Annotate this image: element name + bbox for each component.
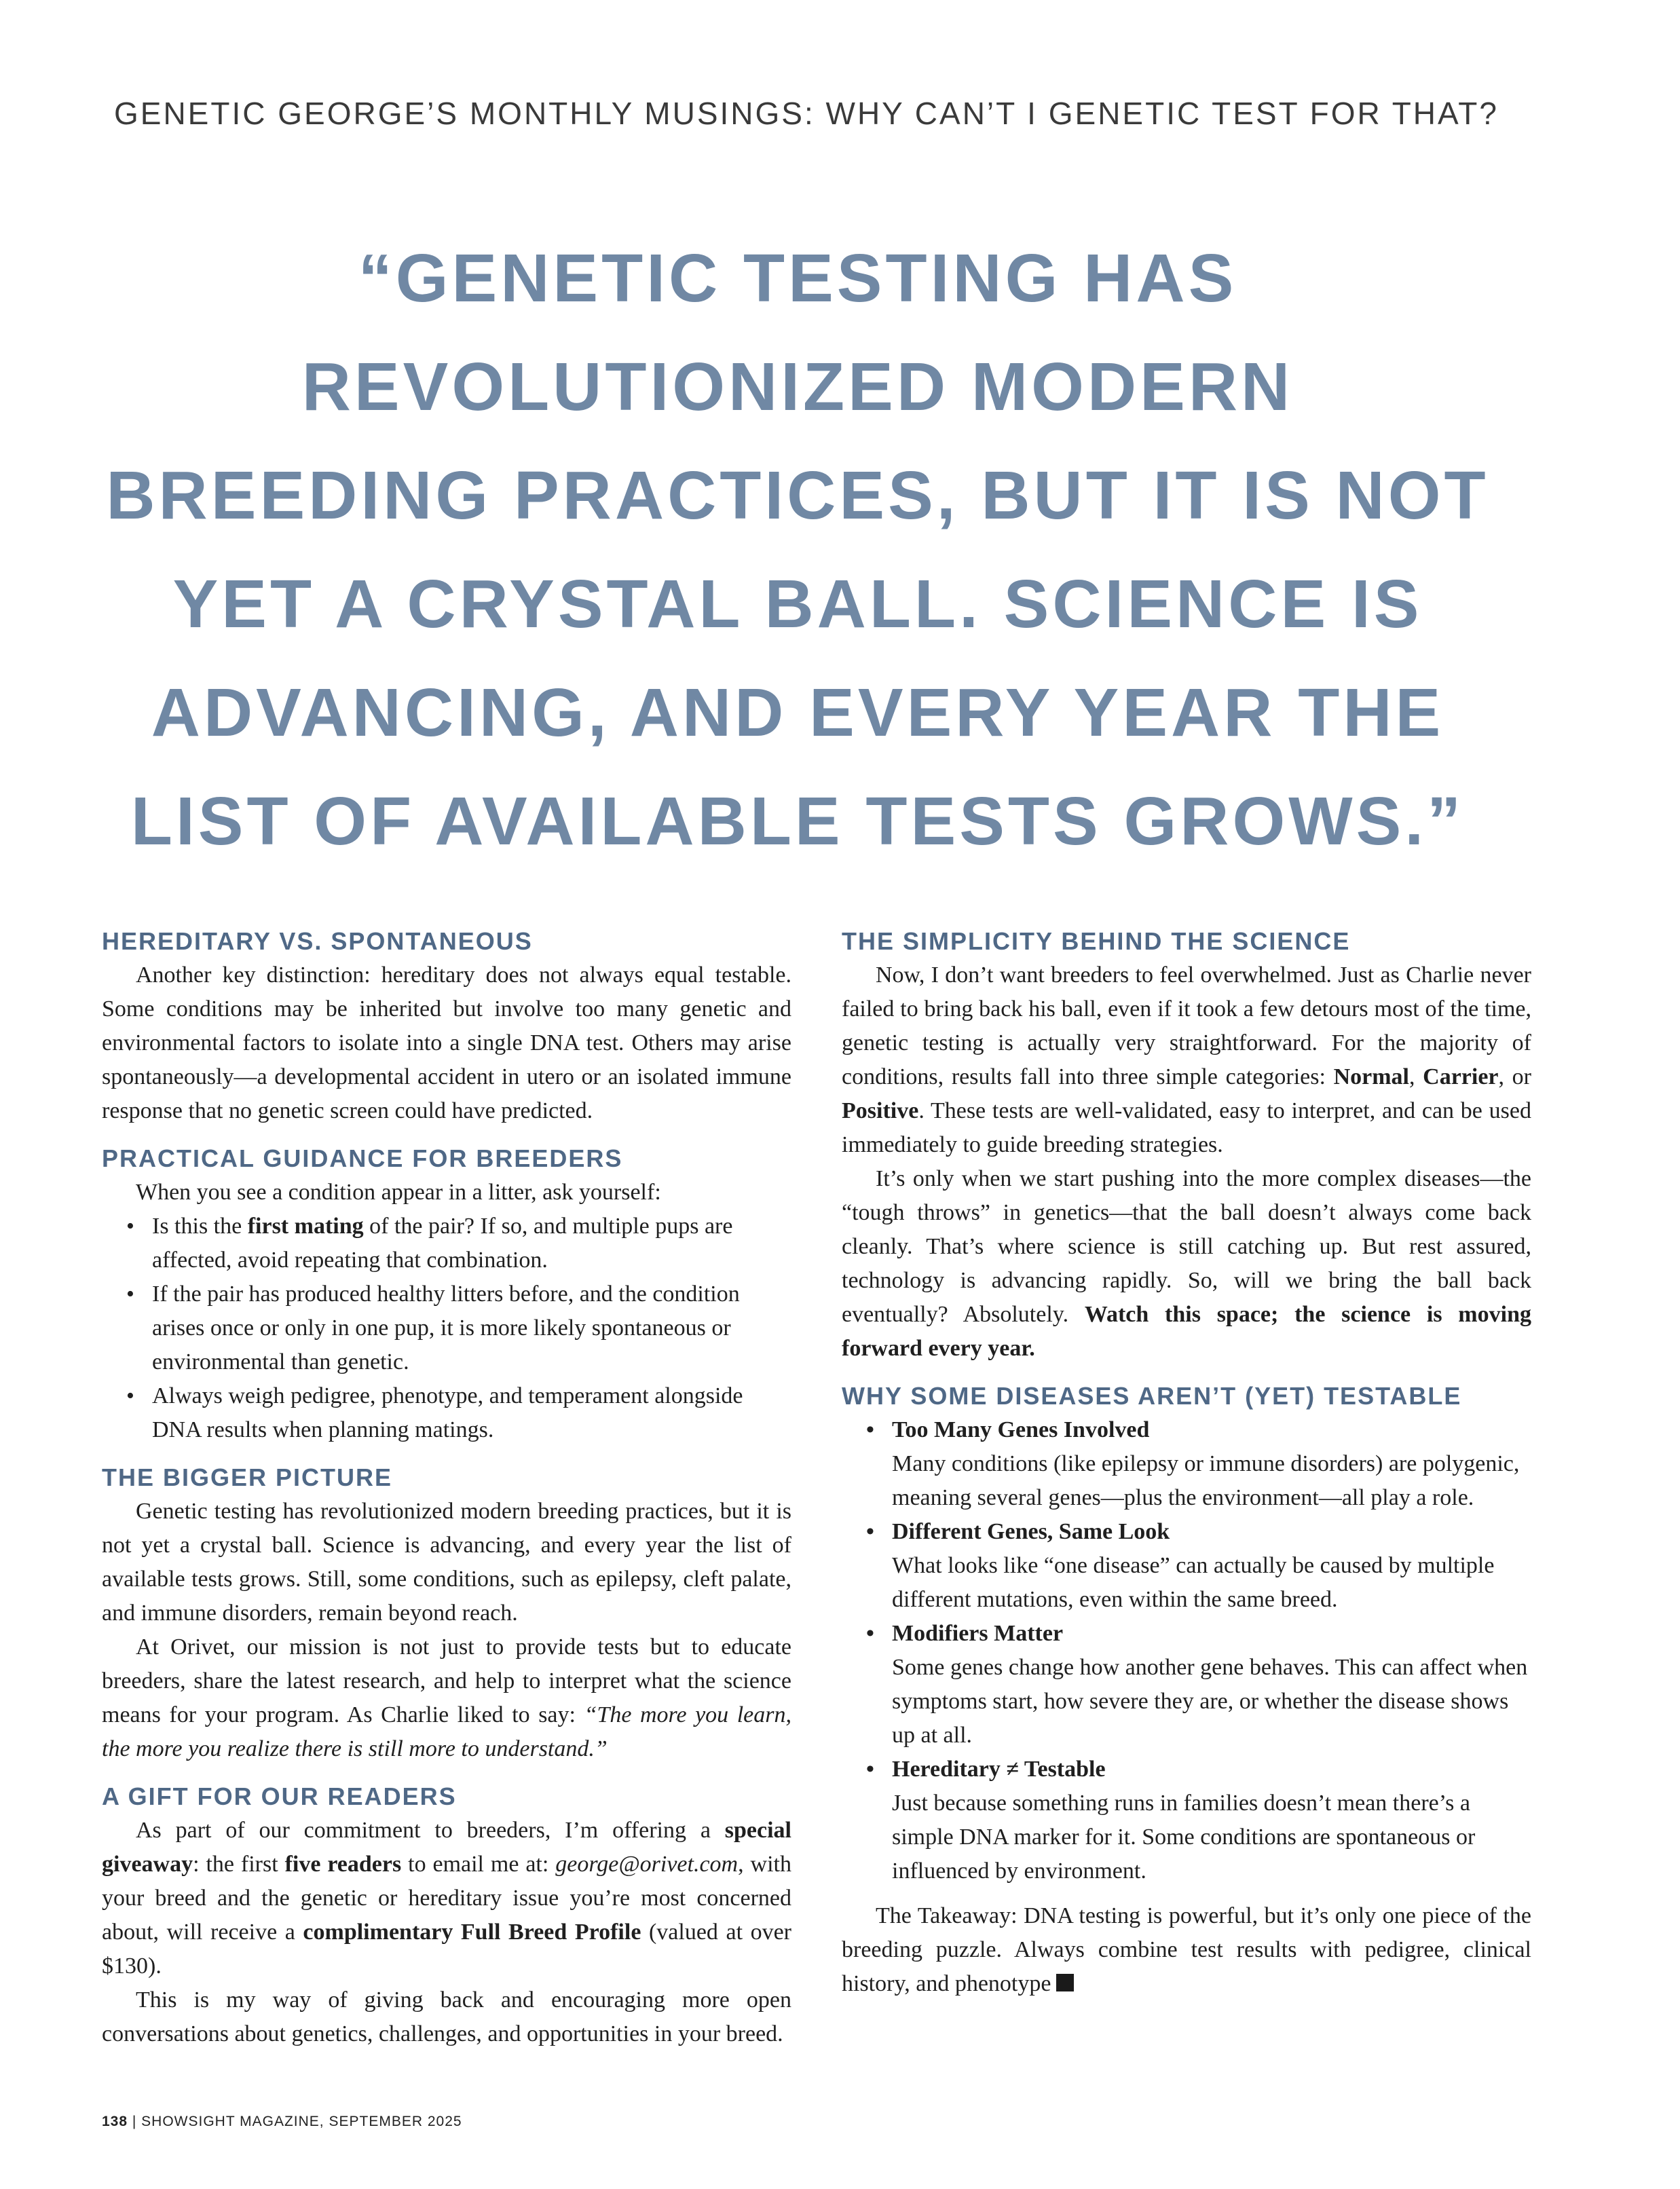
reason-item: • Hereditary ≠ Testable Just because something runs in families doesn’t mean there’s a simple DNA marker for it. Some conditions are spontaneous or influenced by environment.: [892, 1753, 1531, 1888]
publication-line: SHOWSIGHT MAGAZINE, SEPTEMBER 2025: [141, 2114, 462, 2129]
takeaway-paragraph: The Takeaway: DNA testing is powerful, but it’s only one piece of the breeding puzzle. Always combine test results with pedigree, clinical history, and phenotype: [842, 1903, 1531, 1996]
pull-quote: “GENETIC TESTING HAS REVOLUTIONIZED MODERN BREEDING PRACTICES, BUT IT IS NOT YET A CRYSTAL BALL. SCIENCE IS ADVANCING, AND EVERY YEAR THE LIST OF AVAILABLE TESTS GROWS.”: [106, 240, 1489, 859]
guidance-item: • If the pair has produced healthy litters before, and the condition arises once or only in one pup, it is more likely spontaneous or environmental than genetic.: [152, 1277, 791, 1379]
section-heading-gift: A GIFT FOR OUR READERS: [102, 1782, 457, 1810]
reason-item: • Modifiers Matter Some genes change how another gene behaves. This can affect when symptoms start, how severe they are, or whether the disease shows up at all.: [892, 1617, 1531, 1753]
reasons-list: [842, 1413, 1531, 1888]
guidance-list: [102, 1210, 791, 1447]
section-heading-simplicity: THE SIMPLICITY BEHIND THE SCIENCE: [842, 927, 1351, 955]
complex-diseases-paragraph: It’s only when we start pushing into the more complex diseases—the “tough throws” in genetics—that the ball doesn’t always come back cleanly. That’s where science is still catching up. But rest assured, technology is advancing rapidly. So, will we bring the ball back eventually? Absolutely. Watch this space; the science is moving forward every year.: [842, 1166, 1531, 1361]
page-footer: 138 | SHOWSIGHT MAGAZINE, SEPTEMBER 2025: [102, 2114, 462, 2129]
simplicity-paragraph: Now, I don’t want breeders to feel overwhelmed. Just as Charlie never failed to bring back his ball, even if it took a few detours most of the time, genetic testing is actually very straightforward. For the majority of conditions, results fall into three simple categories: Normal, Carrier, or Positive. These tests are well-validated, easy to interpret, and can be used immediately to guide breeding strategies.: [842, 962, 1532, 1157]
page-number: 138: [102, 2114, 128, 2129]
reason-item: • Too Many Genes Involved Many conditions (like epilepsy or immune disorders) are polygenic, meaning several genes—plus the environment—all play a role.: [892, 1413, 1531, 1515]
giveaway-paragraph: As part of our commitment to breeders, I’m offering a special giveaway: the first five readers to email me at: george@orivet.com, with your breed and the genetic or hereditary issue you’re most concerned about, will receive a complimentary Full Breed Profile (valued at over $130).: [102, 1818, 791, 1979]
hereditary-paragraph: Another key distinction: hereditary does not always equal testable. Some conditions may be inherited but involve too many genetic and environmental factors to isolate into a single DNA test. Others may arise spontaneously—a developmental accident in utero or an isolated immune response that no genetic screen could have predicted.: [102, 962, 791, 1123]
guidance-item: • Is this the first mating of the pair? If so, and multiple pups are affected, avoid repeating that combination.: [152, 1210, 791, 1277]
section-heading-hereditary: HEREDITARY VS. SPONTANEOUS: [102, 927, 533, 955]
guidance-item: • Always weigh pedigree, phenotype, and temperament alongside DNA results when planning matings.: [152, 1379, 791, 1447]
reason-item: • Different Genes, Same Look What looks like “one disease” can actually be caused by multiple different mutations, even within the same breed.: [892, 1515, 1531, 1617]
guidance-intro: When you see a condition appear in a litter, ask yourself:: [136, 1180, 661, 1205]
running-header: GENETIC GEORGE’S MONTHLY MUSINGS: WHY CAN’T I GENETIC TEST FOR THAT?: [114, 96, 1499, 131]
emphasis: first mating: [247, 1214, 364, 1239]
section-heading-guidance: PRACTICAL GUIDANCE FOR BREEDERS: [102, 1144, 623, 1172]
orivet-mission-paragraph: At Orivet, our mission is not just to provide tests but to educate breeders, share the latest research, and help to interpret what the science means for your program. As Charlie liked to say: “The more you learn, the more you realize there is still more to understand.”: [102, 1634, 791, 1761]
section-heading-bigger-picture: THE BIGGER PICTURE: [102, 1463, 393, 1491]
end-mark-icon: [1056, 1974, 1074, 1991]
bigger-picture-paragraph: Genetic testing has revolutionized modern breeding practices, but it is not yet a crystal ball. Science is advancing, and every year the list of available tests grows. Still, some conditions, such as epilepsy, cleft palate, and immune disorders, remain beyond reach.: [102, 1499, 791, 1626]
giving-back-paragraph: This is my way of giving back and encouraging more open conversations about genetics, challenges, and opportunities in your breed.: [102, 1987, 791, 2046]
email-address: george@orivet.com: [555, 1852, 739, 1877]
section-heading-why-not-testable: WHY SOME DISEASES AREN’T (YET) TESTABLE: [842, 1382, 1462, 1410]
left-column: [102, 924, 791, 2051]
right-column: [842, 924, 1531, 2001]
charlie-quote: “The more you learn, the more you realize there is still more to understand.”: [102, 1702, 791, 1761]
